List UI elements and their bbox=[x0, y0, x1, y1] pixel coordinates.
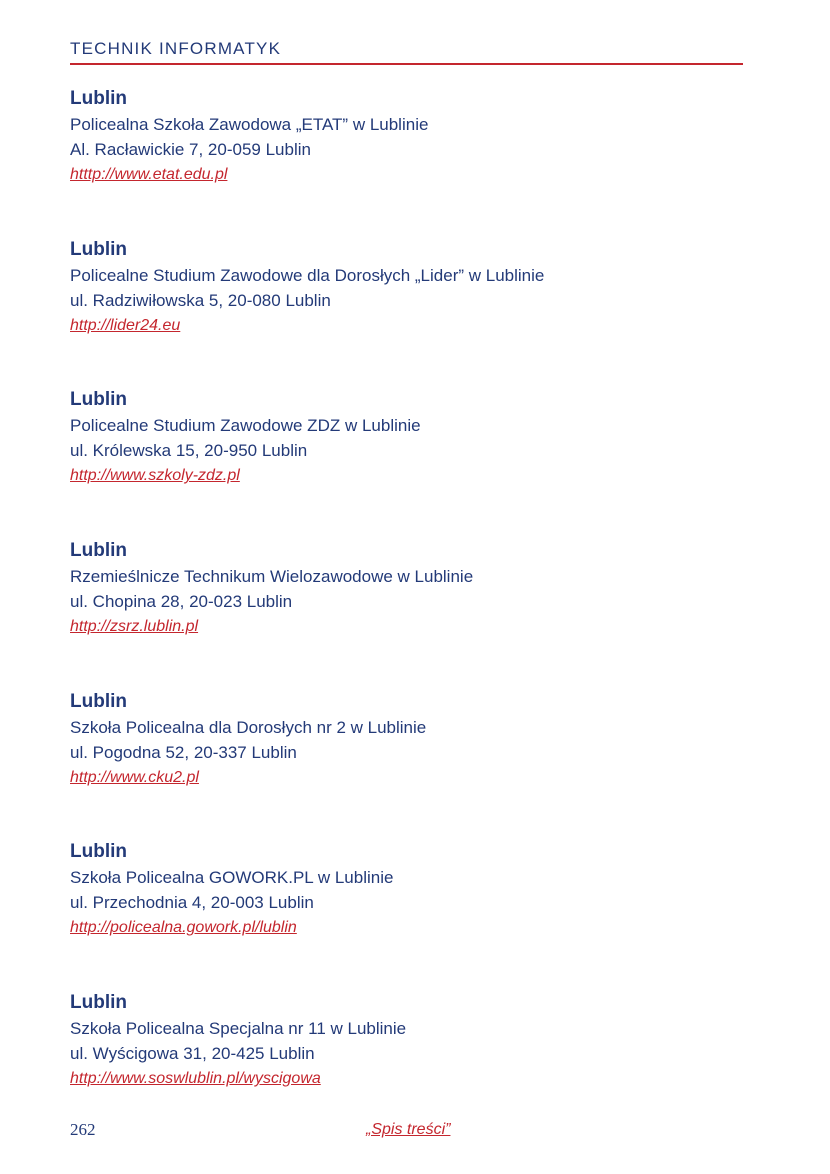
entry-website-link[interactable]: http://www.szkoly-zdz.pl bbox=[70, 467, 240, 485]
school-entry bbox=[70, 689, 743, 840]
table-of-contents-link[interactable]: „Spis treści” bbox=[366, 1121, 451, 1138]
entry-city: Lublin bbox=[70, 540, 127, 562]
entry-address: ul. Przechodnia 4, 20-003 Lublin bbox=[70, 893, 314, 913]
header-title: TECHNIK INFORMATYK bbox=[70, 39, 282, 58]
entry-website-link[interactable]: htttp://www.etat.edu.pl bbox=[70, 166, 228, 183]
school-entry bbox=[70, 387, 743, 538]
entry-school-name: Rzemieślnicze Technikum Wielozawodowe w Lublinie bbox=[70, 567, 474, 587]
school-entry bbox=[70, 839, 743, 990]
entry-city: Lublin bbox=[70, 238, 127, 260]
entry-website-link[interactable]: http://policealna.gowork.pl/lublin bbox=[70, 919, 297, 937]
entry-website-link[interactable]: http://lider24.eu bbox=[70, 316, 181, 334]
school-list bbox=[70, 86, 743, 1141]
entry-city: Lublin bbox=[70, 88, 127, 109]
entry-address: Al. Racławickie 7, 20-059 Lublin bbox=[70, 140, 311, 159]
entry-website-link[interactable]: http://www.cku2.pl bbox=[70, 768, 199, 786]
page-footer bbox=[70, 1118, 743, 1142]
entry-school-name: Szkoła Policealna Specjalna nr 11 w Lublinie bbox=[70, 1019, 407, 1039]
entry-school-name: Policealna Szkoła Zawodowa „ETAT” w Lublinie bbox=[70, 115, 429, 134]
entry-city: Lublin bbox=[70, 992, 127, 1014]
entry-school-name: Szkoła Policealna GOWORK.PL w Lublinie bbox=[70, 868, 394, 888]
page-header bbox=[70, 38, 743, 66]
header-divider bbox=[70, 63, 743, 65]
entry-website-link[interactable]: http://zsrz.lublin.pl bbox=[70, 618, 199, 636]
entry-address: ul. Radziwiłowska 5, 20-080 Lublin bbox=[70, 290, 331, 310]
entry-address: ul. Chopina 28, 20-023 Lublin bbox=[70, 592, 293, 612]
entry-address: ul. Królewska 15, 20-950 Lublin bbox=[70, 441, 308, 461]
entry-city: Lublin bbox=[70, 690, 127, 712]
entry-school-name: Policealne Studium Zawodowe dla Dorosłych „Lider” w Lublinie bbox=[70, 265, 545, 285]
entry-address: ul. Pogodna 52, 20-337 Lublin bbox=[70, 742, 297, 762]
entry-city: Lublin bbox=[70, 841, 127, 863]
page-number: 262 bbox=[70, 1120, 96, 1139]
entry-address: ul. Wyścigowa 31, 20-425 Lublin bbox=[70, 1044, 315, 1064]
entry-school-name: Policealne Studium Zawodowe ZDZ w Lublinie bbox=[70, 416, 421, 436]
entry-city: Lublin bbox=[70, 389, 127, 411]
entry-website-link[interactable]: http://www.soswlublin.pl/wyscigowa bbox=[70, 1070, 321, 1088]
entry-school-name: Szkoła Policealna dla Dorosłych nr 2 w Lublinie bbox=[70, 717, 427, 737]
school-entry bbox=[70, 538, 743, 689]
school-entry bbox=[70, 86, 743, 237]
school-entry bbox=[70, 237, 743, 388]
